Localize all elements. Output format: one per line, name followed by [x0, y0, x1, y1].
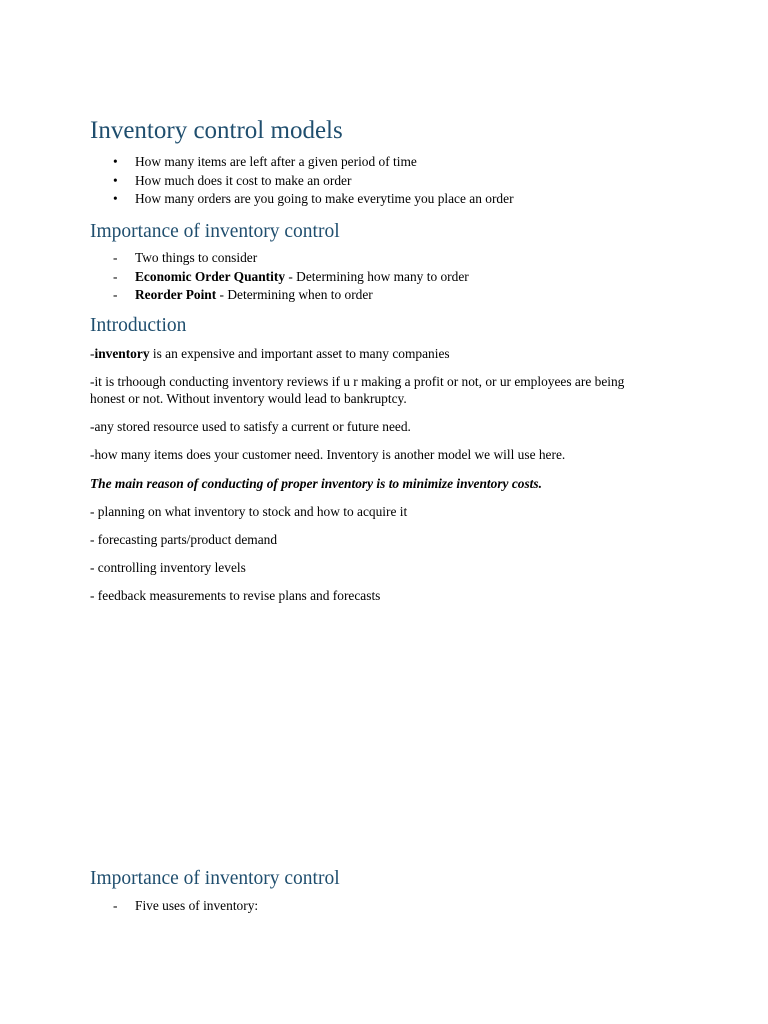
section-heading: Importance of inventory control — [90, 221, 340, 242]
list-item: • How many items are left after a given period of time — [113, 153, 514, 172]
dash-list — [113, 897, 258, 916]
paragraph: - forecasting parts/product demand — [90, 532, 278, 547]
list-item: - Economic Order Quantity - Determining how many to order — [113, 268, 469, 287]
page-title: Inventory control models — [90, 117, 343, 144]
paragraph: -it is trhoough conducting inventory reviews if u r making a profit or not, or ur employees are being honest or not. Without inventory would lead to bankruptcy. — [90, 374, 625, 406]
dash-icon: - — [113, 268, 118, 284]
dash-icon: - — [113, 898, 118, 913]
list-item: - Two things to consider — [113, 249, 469, 268]
paragraph: - feedback measurements to revise plans and forecasts — [90, 588, 381, 603]
section-heading: Importance of inventory control — [90, 868, 340, 889]
bullet-icon: • — [113, 172, 118, 188]
paragraph: -inventory is an expensive and important asset to many companies — [90, 346, 450, 361]
bullet-icon: • — [113, 154, 118, 169]
bullet-list — [113, 153, 514, 209]
dash-icon: - — [113, 287, 118, 302]
list-item: • How much does it cost to make an order — [113, 172, 514, 191]
paragraph: - controlling inventory levels — [90, 560, 246, 575]
dash-icon: - — [113, 250, 118, 265]
paragraph: -any stored resource used to satisfy a current or future need. — [90, 419, 411, 434]
emphasis-paragraph: The main reason of conducting of proper inventory is to minimize inventory costs. — [90, 476, 542, 491]
list-item: - Reorder Point - Determining when to order — [113, 286, 469, 305]
section-heading: Introduction — [90, 315, 187, 336]
paragraph: - planning on what inventory to stock and how to acquire it — [90, 504, 408, 519]
bullet-icon: • — [113, 191, 118, 206]
paragraph: -how many items does your customer need. Inventory is another model we will use here. — [90, 447, 566, 462]
dash-list — [113, 249, 469, 305]
list-item: - Five uses of inventory: — [113, 897, 258, 916]
list-item: • How many orders are you going to make everytime you place an order — [113, 190, 514, 209]
